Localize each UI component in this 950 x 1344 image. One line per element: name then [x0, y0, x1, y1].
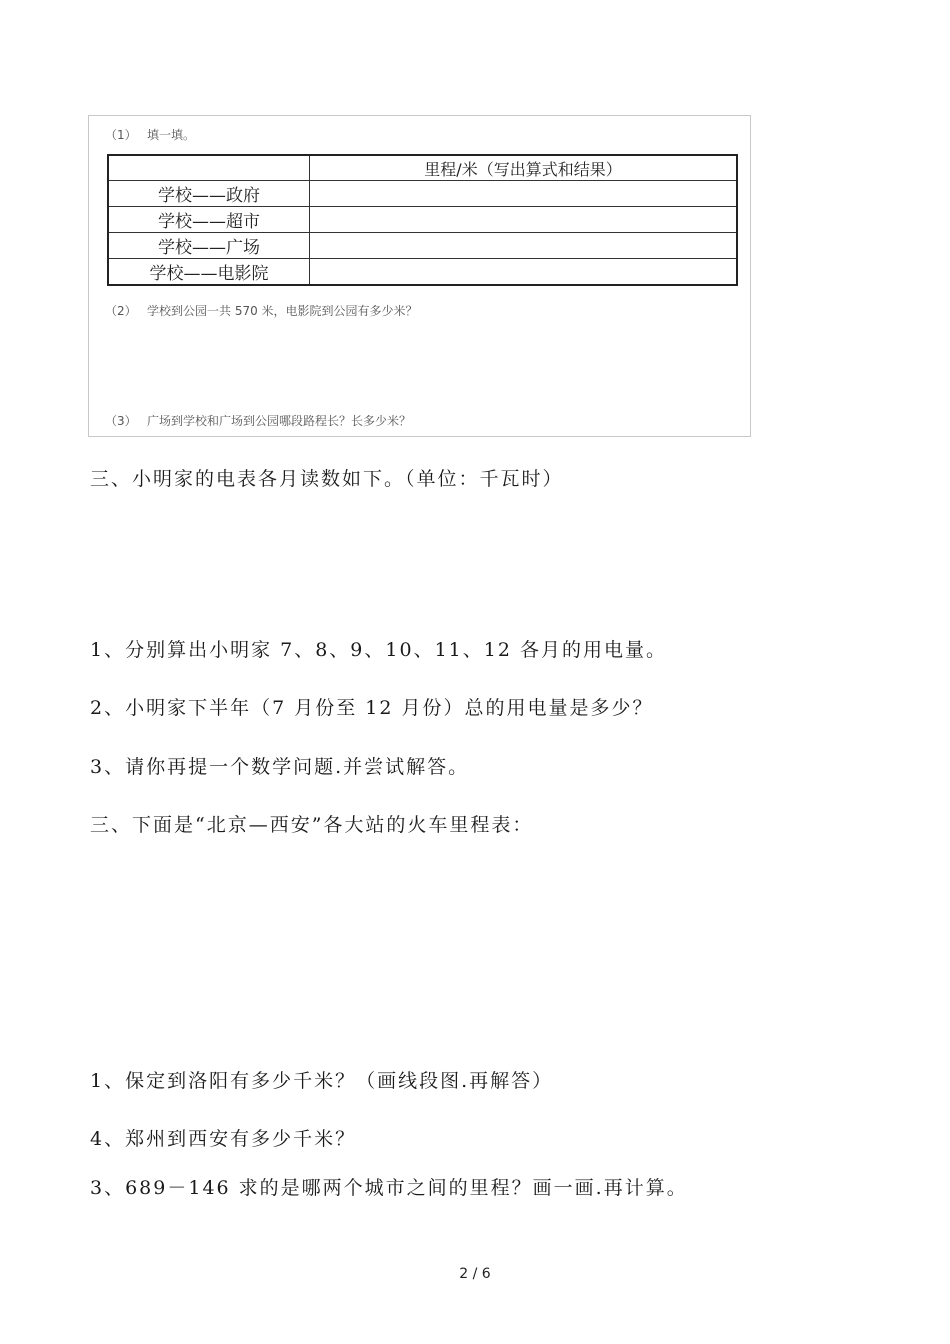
electricity-question-1: 1、分别算出小明家 7、8、9、10、11、12 各月的用电量。: [90, 639, 667, 661]
question-number: （3）: [105, 414, 137, 428]
figure-question-2: [105, 302, 418, 319]
table-cell: 学校——超市: [108, 207, 310, 233]
question-text: 填一填。: [147, 128, 196, 142]
table-header-row: [108, 155, 737, 181]
table-cell: [310, 259, 738, 286]
section-train-title: 三、下面是“北京—西安”各大站的火车里程表：: [90, 814, 534, 836]
table-header-cell: [108, 155, 310, 181]
table-row: [108, 259, 737, 286]
table-row: [108, 181, 737, 207]
electricity-question-2: 2、小明家下半年（7 月份至 12 月份）总的用电量是多少？: [90, 697, 654, 719]
question-number: （2）: [105, 304, 137, 318]
table-cell: [310, 181, 738, 207]
table-row: [108, 207, 737, 233]
table-header-cell: 里程/米（写出算式和结果）: [310, 155, 738, 181]
electricity-question-3: 3、请你再提一个数学问题.并尝试解答。: [90, 756, 470, 778]
table-row: [108, 233, 737, 259]
table-cell: 学校——电影院: [108, 259, 310, 286]
figure-question-3: [105, 412, 411, 429]
train-question-3: 3、689－146 求的是哪两个城市之间的里程？画一画.再计算。: [90, 1177, 688, 1199]
table-cell: 学校——广场: [108, 233, 310, 259]
mileage-table: [107, 154, 738, 286]
train-question-2: 4、郑州到西安有多少千米？: [90, 1128, 357, 1150]
table-cell: [310, 207, 738, 233]
question-number: （1）: [105, 128, 137, 142]
question-text: 广场到学校和广场到公园哪段路程长？长多少米？: [147, 414, 412, 428]
question-text: 学校到公园一共 570 米，电影院到公园有多少米？: [147, 304, 418, 318]
table-cell: [310, 233, 738, 259]
figure-question-1: [105, 126, 195, 143]
section-electricity-title: 三、小明家的电表各月读数如下。（单位：千瓦时）: [90, 468, 564, 490]
scanned-figure: [88, 115, 751, 437]
train-question-1: 1、保定到洛阳有多少千米？（画线段图.再解答）: [90, 1070, 554, 1092]
page-number: 2 / 6: [459, 1266, 491, 1282]
table-cell: 学校——政府: [108, 181, 310, 207]
